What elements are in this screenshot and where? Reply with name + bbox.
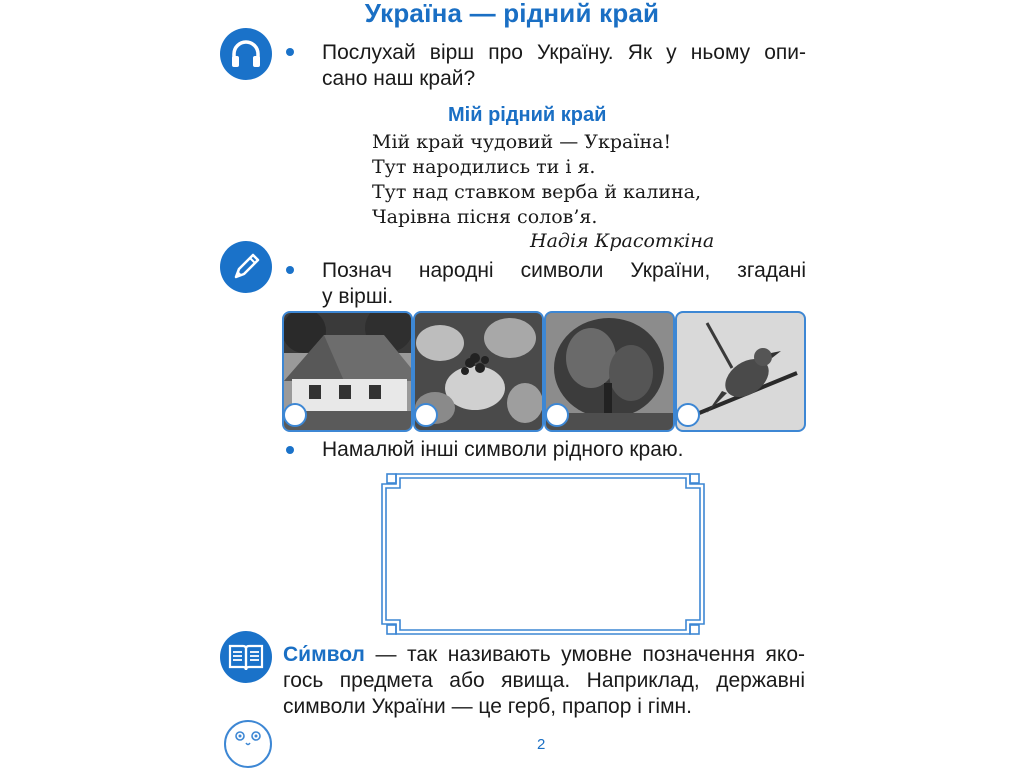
page-title: Україна — рідний край	[364, 0, 660, 28]
owl-mascot-icon	[222, 718, 274, 773]
definition-line2: гось предмета або явища. Наприклад, державні	[283, 669, 805, 692]
poem-line: Чарівна пісня солов’я.	[372, 206, 598, 228]
drawing-area[interactable]	[378, 470, 708, 638]
checkbox-circle[interactable]	[414, 403, 438, 427]
headphones-icon	[220, 28, 272, 80]
poem-line: Тут народились ти і я.	[372, 156, 596, 178]
task3-text: Намалюй інші символи рідного краю.	[322, 438, 684, 461]
task2-line2: у вірші.	[322, 285, 394, 308]
bullet	[286, 48, 294, 56]
checkbox-circle[interactable]	[283, 403, 307, 427]
checkbox-circle[interactable]	[676, 403, 700, 427]
bullet	[286, 446, 294, 454]
poem-line: Мій край чудовий — Україна!	[372, 131, 672, 153]
task1-line2: сано наш край?	[322, 67, 476, 90]
task1-line1: Послухай вірш про Україну. Як у ньому опи-	[322, 41, 806, 64]
pencil-icon	[220, 241, 272, 293]
poem-title: Мій рідний край	[448, 104, 607, 126]
book-icon	[220, 631, 272, 683]
definition-line1	[283, 642, 805, 668]
poem-author: Надія Красоткіна	[530, 230, 715, 252]
definition-text: — так називають умовне позначення яко-	[364, 643, 805, 666]
bullet	[286, 266, 294, 274]
page-number: 2	[537, 736, 546, 753]
poem-line: Тут над ставком верба й калина,	[372, 181, 702, 203]
definition-term: Си́мвол	[283, 643, 365, 666]
definition-line3: символи України — це герб, прапор і гімн.	[283, 695, 692, 718]
task2-line1: Познач народні символи України, згадані	[322, 259, 806, 282]
poem-text	[372, 130, 701, 230]
checkbox-circle[interactable]	[545, 403, 569, 427]
